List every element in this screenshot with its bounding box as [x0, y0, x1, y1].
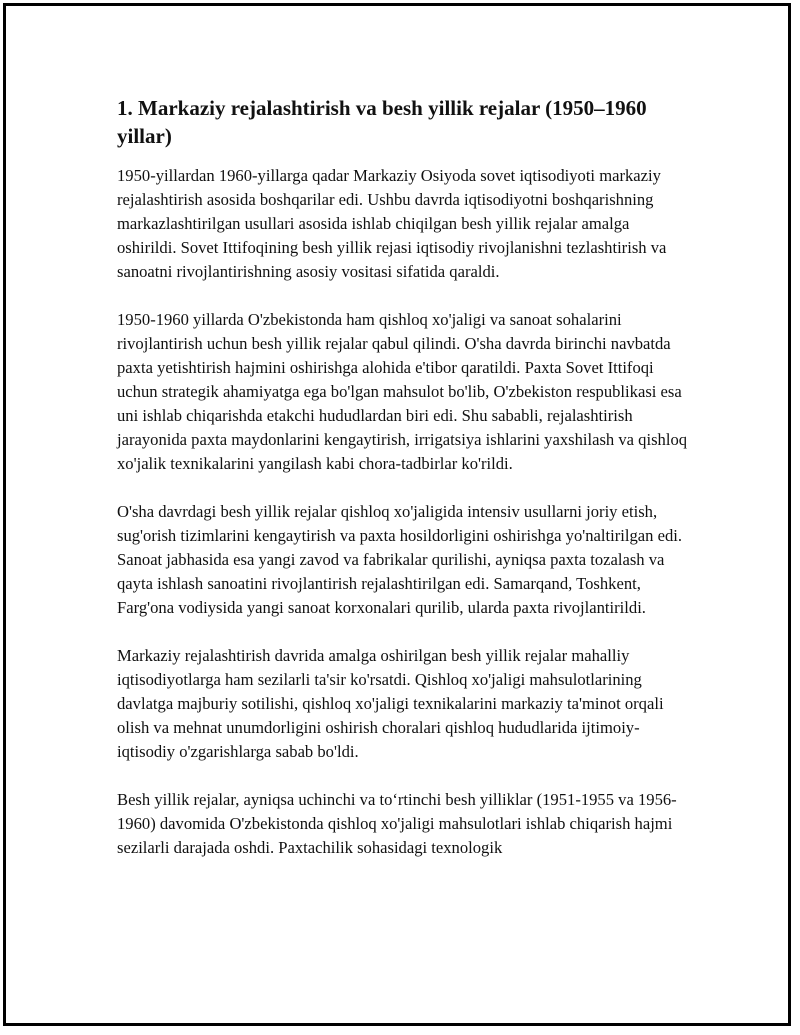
- paragraph-5: Besh yillik rejalar, ayniqsa uchinchi va to‘rtinchi besh yilliklar (1951-1955 va 1956-1960) davomida O'zbekistonda qishloq xo'jaligi mahsulotlari ishlab chiqarish hajmi sezilarli darajada oshdi. Paxtachilik sohasidagi texnologik: [117, 790, 677, 857]
- section-heading: 1. Markaziy rejalashtirish va besh yillik rejalar (1950–1960 yillar): [117, 96, 647, 148]
- paragraph-1: 1950-yillardan 1960-yillarga qadar Markaziy Osiyoda sovet iqtisodiyoti markaziy rejalashtirish asosida boshqarilar edi. Ushbu davrda iqtisodiyotni boshqarishning markazlashtirilgan usullari asosida ishlab chiqilgan besh yillik rejalar amalga oshirildi. Sovet Ittifoqining besh yillik rejasi iqtisodiy rivojlanishni tezlashtirish va sanoatni rivojlantirishning asosiy vositasi sifatida qaraldi.: [117, 166, 667, 281]
- paragraph-3: O'sha davrdagi besh yillik rejalar qishloq xo'jaligida intensiv usullarni joriy etish, sug'orish tizimlarini kengaytirish va paxta hosildorligini oshirishga yo'naltirilgan edi. Sanoat jabhasida esa yangi zavod va fabrikalar qurilishi, ayniqsa paxta tozalash va qayta ishlash sanoatini rivojlantirish rejalashtirilgan edi. Samarqand, Toshkent, Farg'ona vodiysida yangi sanoat korxonalari qurilib, ularda paxta rivojlantirildi.: [117, 502, 683, 617]
- paragraph-4: Markaziy rejalashtirish davrida amalga oshirilgan besh yillik rejalar mahalliy iqtisodiyotlarga ham sezilarli ta'sir ko'rsatdi. Qishloq xo'jaligi mahsulotlarining davlatga majburiy sotilishi, qishloq xo'jaligi texnikalarini markaziy ta'minot orqali olish va mehnat unumdorligini oshirish choralari qishloq hududlarida ijtimoiy-iqtisodiy o'zgarishlarga sabab bo'ldi.: [117, 646, 664, 761]
- paragraph-2: 1950-1960 yillarda O'zbekistonda ham qishloq xo'jaligi va sanoat sohalarini rivojlantirish uchun besh yillik rejalar qabul qilindi. O'sha davrda birinchi navbatda paxta yetishtirish hajmini oshirishga alohida e'tibor qaratildi. Paxta Sovet Ittifoqi uchun strategik ahamiyatga ega bo'lgan mahsulot bo'lib, O'zbekiston respublikasi esa uni ishlab chiqarishda etakchi hududlardan biri edi. Shu sababli, rejalashtirish jarayonida paxta maydonlarini kengaytirish, irrigatsiya ishlarini yaxshilash va qishloq xo'jalik texnikalarini yangilash kabi chora-tadbirlar ko'rildi.: [117, 310, 688, 473]
- document-body: [117, 94, 689, 884]
